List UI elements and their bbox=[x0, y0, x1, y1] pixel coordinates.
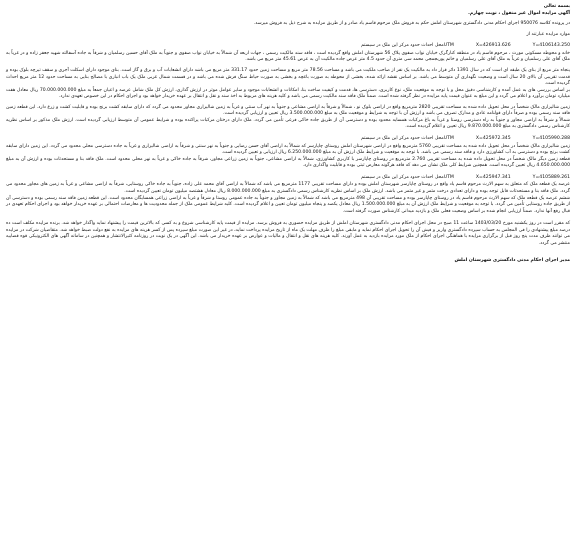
heading-line-1: بسمه تعالی bbox=[543, 4, 570, 9]
parcel1-paragraph: بر اساس بررسی های به عمل آمده و کارشناسی دقیق محل و با توجه به موقعیت ملک، نوع کاربری، دسترسی ها، قدمت و کیفیت ساخت بنا، امکانات و انشعابات موجود و سایر عوامل موثر در ارزش گذاری، ارزش کل ملک شامل عرصه و اعیان جمعاً به مبلغ 70.000.000.000 ریال معادل هفت میلیارد تومان برآورد و اعلام می گردد و این مبلغ به عنوان قیمت پایه مزایده در نظر گرفته شده است. ضمناً ملک فاقد سند مالکیت رسمی می باشد و کلیه هزینه های مربوط به اخذ سند و نقل و انتقال بر عهده خریدار خواهد بود و اجرای احکام در این خصوص تعهدی ندارد. bbox=[6, 87, 570, 100]
parcel2-utm-x: X=425972.345 bbox=[475, 135, 511, 141]
parcel3-utm-y: Y=4105889.261 bbox=[532, 174, 570, 180]
parcel1-utm-label: UTMمحل احداث حدود مرکز این ملک در سیستم bbox=[361, 43, 454, 49]
closing-paragraph: که مقرر است در روز یکشنبه مورخ 1403/03/20 ساعت 11 صبح در محل اجرای احکام مدنی دادگستری شهرستان املش از طریق مزایده حضوری به فروش برسد. مزایده از قیمت پایه کارشناسی شروع و به کسی که بالاترین قیمت را پیشنهاد نماید واگذار خواهد شد. برنده مزایده مکلف است ده درصد مبلغ پیشنهادی را فی المجلس به حساب سپرده دادگستری واریز و فیش آن را تحویل اجرای احکام نماید و مابقی مبلغ را ظرف مهلت یک ماه از تاریخ مزایده پرداخت نماید، در غیر این صورت مبلغ سپرده پس از کسر هزینه های مزایده به نفع دولت ضبط خواهد شد. متقاضیان شرکت در مزایده می توانند ظرف مدت پنج روز قبل از برگزاری مزایده با هماهنگی اجرای احکام از ملک مورد مزایده بازدید به عمل آورند. کلیه هزینه های نقل و انتقال و مالیات و عوارض بر عهده خریدار می باشد. این آگهی در یک نوبت در روزنامه کثیرالانتشار و همچنین در سامانه آگهی های الکترونیکی قوه قضاییه منتشر می گردد. bbox=[6, 221, 571, 246]
parcel3-utm-label: UTMمحل احداث حدود مرکز این ملک در سیستم bbox=[361, 174, 454, 180]
parcel2-utm-line bbox=[6, 136, 570, 143]
parcel1-utm-line bbox=[6, 43, 570, 50]
parcel2-paragraph: زمین شالیزاری مالک شخصاً در محل تحویل داده شده به مساحت تقریبی 5760 مترمربع واقع در اراضی شهرستان املش روستای چاپارسر که شمالاً به اراضی آقای حسن رضایی و جنوباً به نهر سنتی و شرقاً به اراضی شالیزاری و غرباً به جاده دسترسی محلی محدود می گردد. این زمین دارای سابقه کشت برنج بوده و دسترسی به آب کشاورزی دارد و فاقد سند رسمی می باشد. با توجه به موقعیت و شرایط ملک ارزش آن به مبلغ 6.250.000.000 ریال ارزیابی و تعیین گردیده است. bbox=[6, 143, 571, 156]
parcel1-utm-y: Y=4106143.250 bbox=[532, 43, 570, 49]
parcel3-utm-x: X=425947.341 bbox=[475, 174, 511, 180]
signature-line: مدیر اجرای احکام مدنی دادگستری شهرستان املش bbox=[454, 257, 570, 263]
parcel1-paragraph: خانه و محوطه مسکونی مورث ، مرحوم قاسم یاد در منطقه کنارگرک خیابان نواب صفوی پلاک 56 شهرستان املش واقع گردیده است ، فاقد سند مالکیت رسمی ، جهات اربعه آن شمالاً به خیابان نواب صفوی و جنوباً به ملک آقای حسین رسلمیان و شرقاً به جاده آسفالته شهید جعفر زاده و در غرباً به ملک آقای علی رسلمیان و غرباً به ملک آقای علی رسلمیان و خانم پوربجمجی محمد سی متری آن حدود 4.5 متر عرض جاده مالکیت آن به عرض 45.61 متر مربع می باشد. bbox=[6, 50, 570, 63]
parcel3-utm-line bbox=[6, 175, 570, 182]
parcel1-utm-x: X=426913.626 bbox=[475, 43, 511, 49]
parcel3-paragraph: عرصه یک قطعه ملک که متعلق به سهم الارث مرحوم قاسم یاد واقع در روستای چاپارسر شهرستان املش بوده و دارای مساحت تقریبی 1177 مترمربع می باشد که شمالاً به اراضی آقای محمد علی زاده، جنوباً به جاده خاکی روستایی، شرقاً به اراضی مشاعی و غرباً به زمین های مجاور محدود می گردد. ملک فاقد بنا و مستحدثات قابل توجه بوده و دارای تعدادی درخت مثمر و غیر مثمر می باشد. ارزش ملک بر اساس نظریه کارشناس رسمی دادگستری به مبلغ 8.000.000.000 ریال معادل هشتصد میلیون تومان تعیین گردیده است. bbox=[6, 182, 570, 194]
items-label: موارد مزایده عبارتند از bbox=[526, 31, 570, 37]
parcel1-paragraph: شمالاً و شرقاً به اراضی مجاور و جنوباً به راه دسترسی روستا و غرباً به باغ مرکبات همسایه محدود بوده و دسترسی آن از طریق جاده خاکی فرعی تأمین می گردد. ملک دارای درختان مرکبات پراکنده بوده و شرایط عمومی آن متوسط ارزیابی گردیده است. ارزش ملک مذکور بر اساس نظریه کارشناس رسمی دادگستری به مبلغ 9.870.000.000 ریال تعیین و اعلام گردیده است. bbox=[6, 117, 570, 130]
parcel1-paragraph: زمین شالیزاری مالک شخصاً در محل تحویل داده شده به مساحت تقریبی 2820 مترمربع واقع در اراضی بلوک نو ، شمالاً و شرقاً به اراضی مشاعی و جنوباً به نهر آب سنتی و غرباً به زمین شالیزاری مجاور محدود می گردد که دارای سابقه کشت برنج بوده و قابلیت کشت و زرع دارد. این قطعه زمین فاقد سند رسمی بوده و صرفاً دارای قولنامه عادی و مدارک تصرف می باشد و ارزش آن با توجه به شرایط و موقعیت ملک به مبلغ 3.500.000.000 ریال تعیین و ارزیابی گردیده است. bbox=[6, 104, 570, 117]
parcel1-paragraph: ینجاه متر مربع از بنای یک طبقه ای است که در سال 1391 دائر قرار داد به مالکیت یک نفر از صاحب ملکیت می باشد و مساحت 78.56 متر مربع و مساحت زمین حدود 331.17 متر مربع می باشد دارای انشعابات آب و برق و گاز است. بنای موجود دارای اسکلت آجری و سقف تیرچه بلوک بوده و قدمت تقریبی آن بالای 20 سال است و وضعیت نگهداری آن متوسط می باشد. بر اساس نقشه ارائه شده، بخشی از محوطه به صورت باغچه و بخشی به صورت حیاط سنگ فرش شده می باشد و در قسمت شمال غربی ملک یک باب انباری با مصالح بنایی به مساحت حدود 12 متر مربع احداث گردیده است. bbox=[6, 67, 571, 87]
parcel2-utm-y: Y=4105990.288 bbox=[532, 135, 570, 141]
heading-line-2: آگهی مزایده اموال غیر منقول ، نوبت چهارم. bbox=[468, 10, 570, 16]
parcel2-utm-label: UTMمحل احداث حدود مرکز این ملک در سیستم bbox=[361, 135, 454, 141]
intro-paragraph: در پرونده کلاسه 950076 اجرای احکام مدنی دادگستری شهرستان املش حکم به فروش ملک مرحوم قاسم یاد صادر و از طریق مزایده به شرح ذیل به فروش میرسد. bbox=[253, 21, 570, 27]
parcel3-paragraph: ششم عرصه یک قطعه ملک که سهم الارث مرحوم قاسم یاد در روستای چاپارسر بوده و مساحت تقریبی آن 498 مترمربع می باشد که شمالاً به زمین مجاور و جنوباً به جاده عمومی روستا و شرقاً و غرباً به اراضی زراعی همسایگان محدود است. این قطعه زمین فاقد سند رسمی بوده و دسترسی آن از طریق جاده روستایی تأمین می گردد. با توجه به موقعیت و شرایط ملک ارزش آن به مبلغ 1.500.000.000 ریال معادل یکصد و پنجاه میلیون تومان تعیین و اعلام گردیده است. کلیه شرایط عمومی ملک از جمله محدودیت ها و معارضات احتمالی بر عهده خریدار خواهد بود و اجرای احکام تعهدی در قبال رفع آنها ندارد. ضمناً ارزیابی انجام شده بر اساس وضعیت فعلی ملک و بازدید میدانی کارشناس صورت گرفته است. bbox=[6, 195, 571, 214]
parcel2-paragraph: قطعه زمین دیگر مالک شخصاً در محل تحویل داده شده به مساحت تقریبی 2.760 مترمربع در روستای چاپارسر با کاربری کشاورزی، شمالاً به اراضی مشاعی، جنوباً به زمین زراعی مجاور، شرقاً به جاده خاکی و غرباً به نهر محلی محدود است. ملک فاقد بنا و مستحدثات بوده و ارزش آن به مبلغ 4.650.000.000 ریال تعیین گردیده است. همچنین شرایط کلی ملک نشان می دهد که فاقد هرگونه معارض ثبتی بوده و قابلیت واگذاری دارد. bbox=[6, 156, 570, 169]
